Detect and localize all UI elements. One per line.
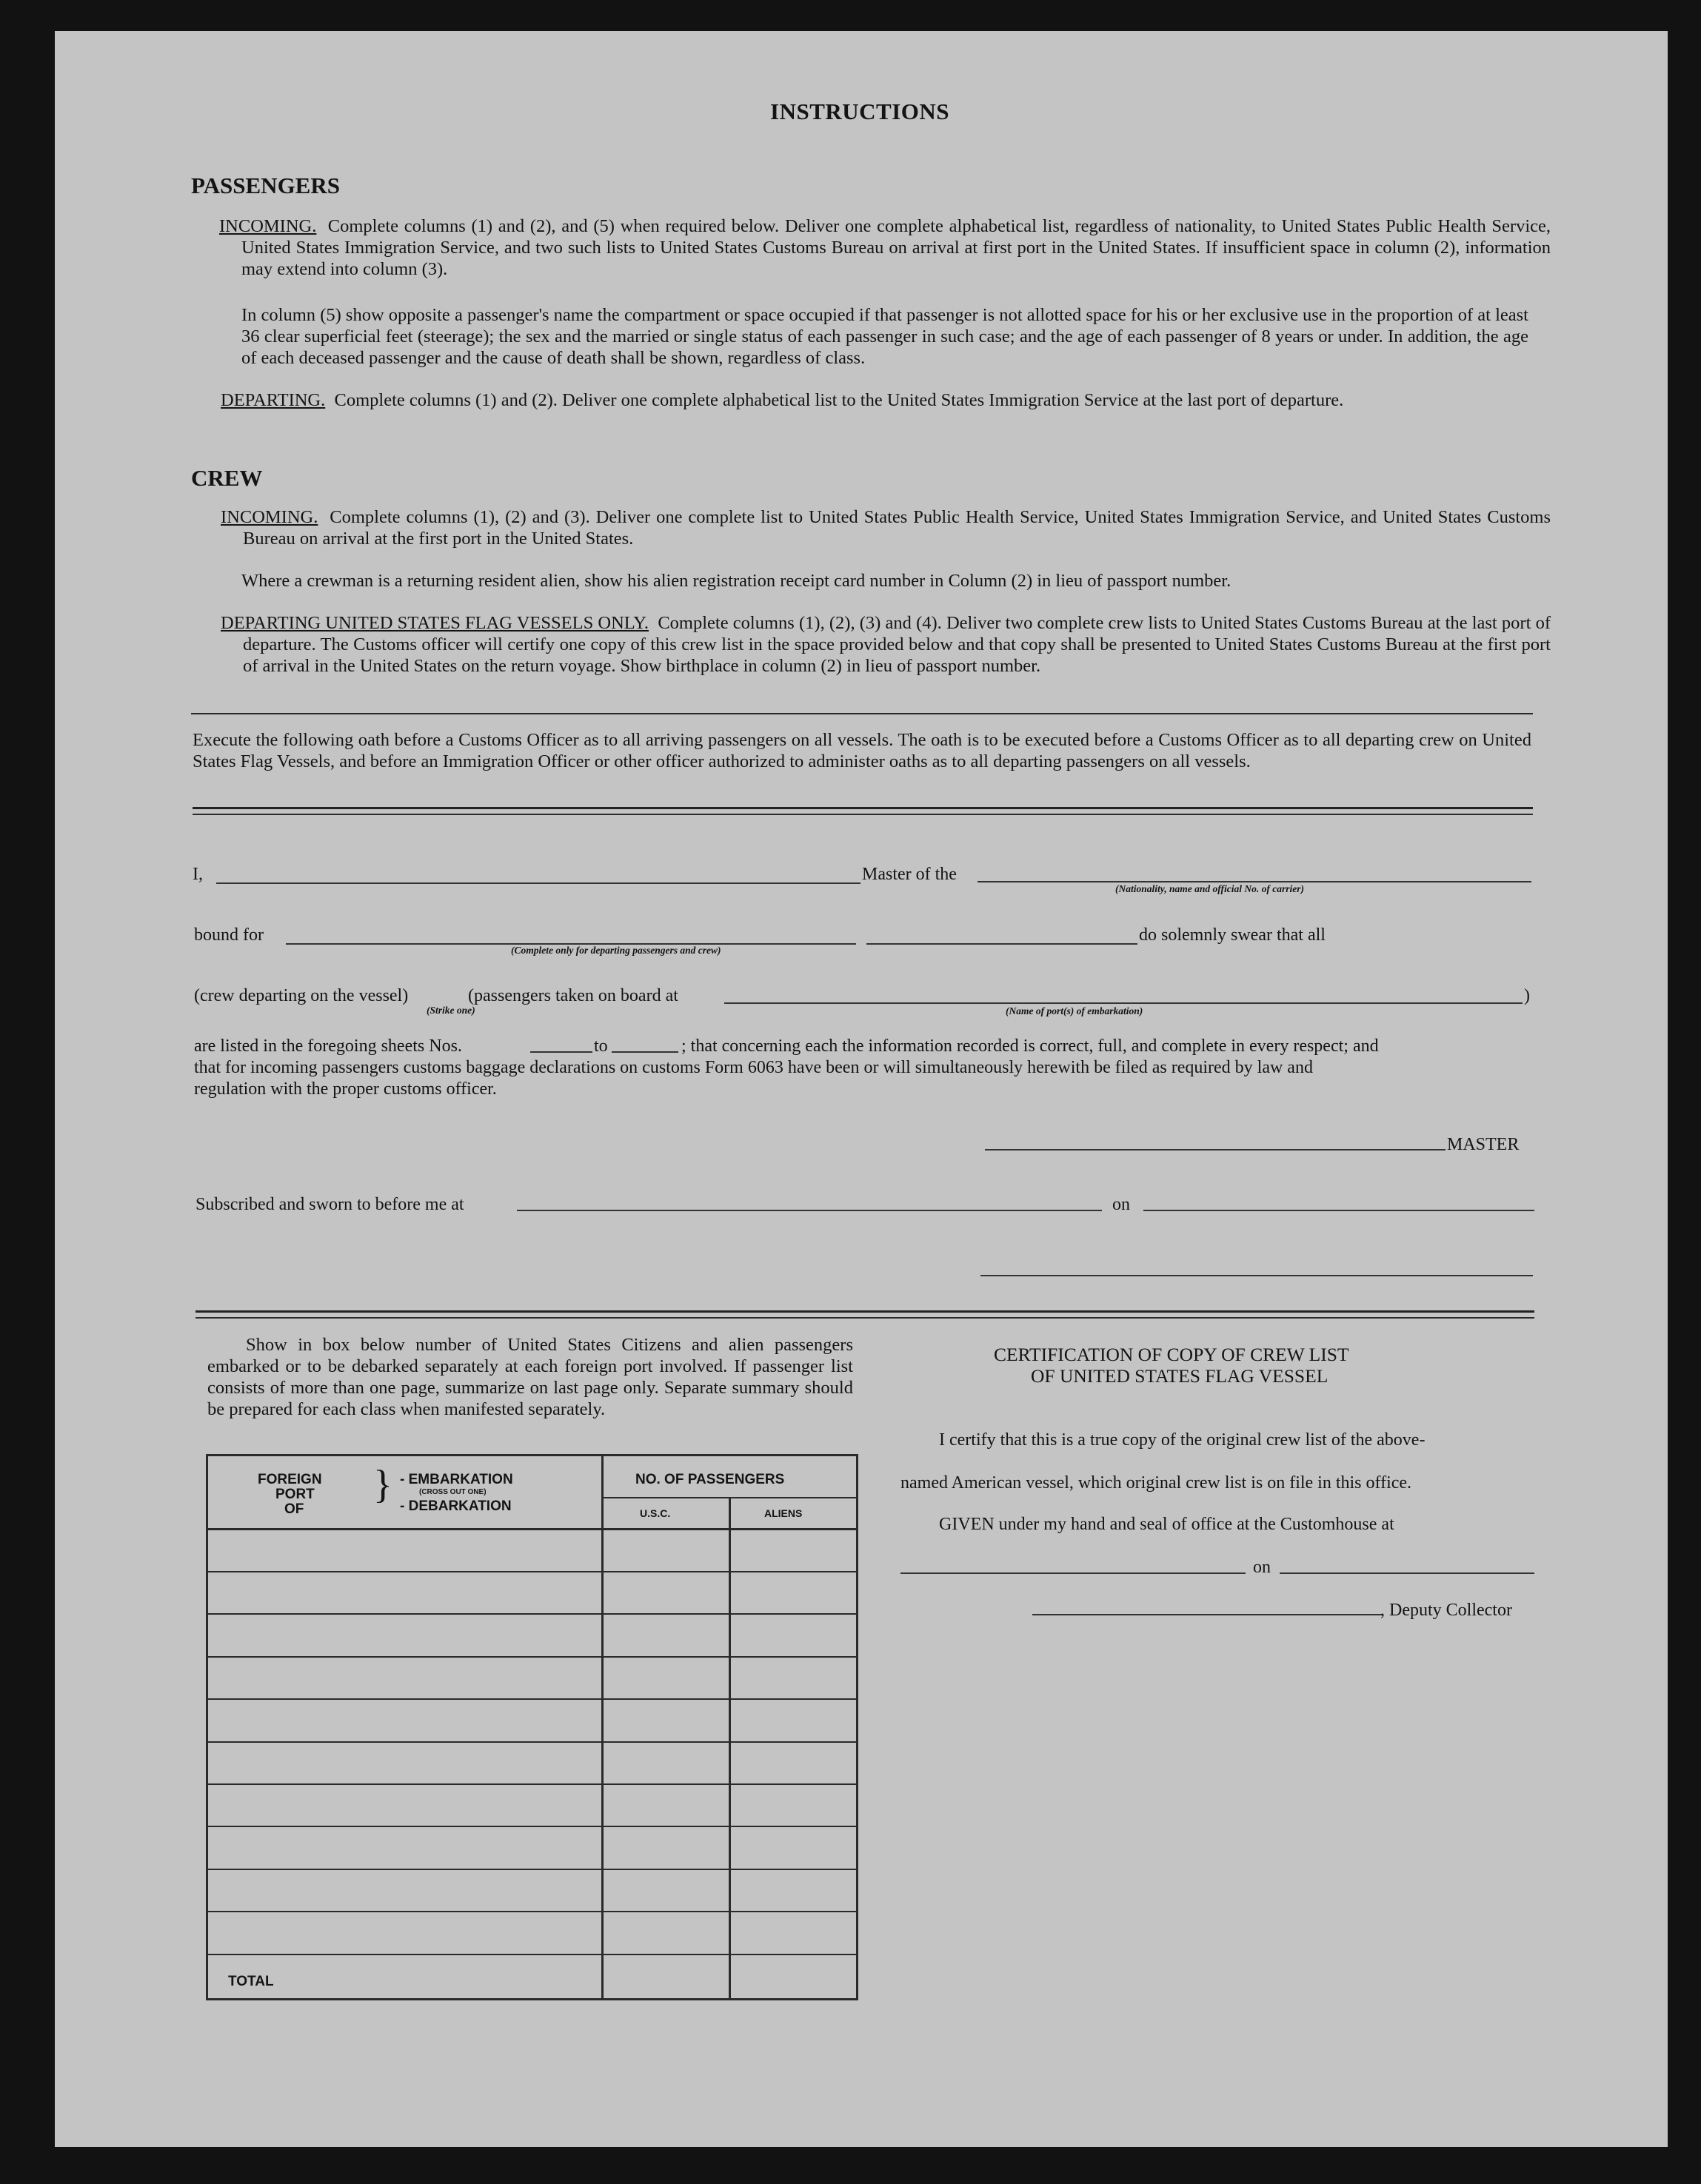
master-label: MASTER [1447,1135,1520,1154]
listed-line2: that for incoming passengers customs baggage declarations on customs Form 6063 have been or will simultaneously herewith be filed as required by law and [194,1058,1313,1077]
passengers-incoming-paragraph [219,215,1551,280]
deputy-collector-label: , Deputy Collector [1380,1601,1512,1620]
bound-for-field-2[interactable] [866,943,1137,945]
customhouse-field[interactable] [900,1572,1246,1574]
passengers-departing-text: Complete columns (1) and (2). Deliver one complete alphabetical list to the United States Immigration Service at the last port of departure. [334,390,1344,410]
brace-icon: } [373,1462,392,1507]
table-row-line [207,1954,856,1955]
master-name-field[interactable] [216,882,860,884]
double-rule-2-top [196,1310,1534,1313]
crew-departing-option[interactable]: (crew departing on the vessel) [194,986,409,1005]
table-row-line [207,1911,856,1912]
listed-pre: are listed in the foregoing sheets Nos. [194,1036,462,1056]
table-row-line [207,1613,856,1615]
divider-line [191,713,1533,714]
crew-departing-lead: DEPARTING UNITED STATES FLAG VESSELS ONLY. [221,613,649,633]
page-title: INSTRUCTIONS [770,98,950,124]
solemnly-swear-label: do solemnly swear that all [1139,925,1326,945]
sworn-on-label: on [1112,1195,1130,1214]
passengers-departing-paragraph [221,389,1551,411]
crew-heading: CREW [191,465,263,491]
strike-caption: (Strike one) [427,1005,475,1016]
crew-alien-paragraph: Where a crewman is a returning resident alien, show his alien registration receipt card number in Column (2) in lieu of passport number. [241,571,1232,591]
sworn-date-field[interactable] [1143,1210,1534,1211]
certification-date-field[interactable] [1280,1572,1534,1574]
certify-line1: I certify that this is a true copy of the original crew list of the above- [939,1430,1426,1450]
sworn-place-field[interactable] [517,1210,868,1211]
total-label: TOTAL [228,1974,274,1989]
deputy-signature-field[interactable] [1032,1614,1382,1615]
double-rule-2-bottom [196,1317,1534,1319]
embarkation-label[interactable]: - EMBARKATION [400,1472,513,1487]
no-passengers-header: NO. OF PASSENGERS [635,1472,785,1487]
master-of-the-label: Master of the [862,865,957,884]
certification-on-label: on [1253,1558,1271,1577]
double-rule-bottom [193,814,1533,815]
debarkation-label[interactable]: - DEBARKATION [400,1498,512,1514]
table-row-line [207,1571,856,1572]
bound-for-label: bound for [194,925,264,945]
close-paren: ) [1524,986,1530,1005]
passengers-incoming-text: Complete columns (1) and (2), and (5) when required below. Deliver one complete alphabetical list, regardless of nationality, to United States Public Health Service, United States Immigration Service, and two such lists to United States Customs Bureau on arrival at first port in the United States. If insufficient space in column (2), information may extend into column (3). [241,216,1551,279]
officer-signature-field[interactable] [980,1275,1533,1276]
aliens-header: ALIENS [764,1507,803,1519]
double-rule-top [193,807,1533,809]
summary-instruction: Show in box below number of United States Citizens and alien passengers embarked or to be debarked separately at each foreign port involved. If passenger list consists of more than one page, summarize on last page only. Separate summary should be prepared for each class when manifested separately. [207,1335,853,1419]
table-row-line [207,1698,856,1700]
passengers-incoming-lead: INCOMING. [219,216,317,236]
nationality-caption: (Nationality, name and official No. of carrier) [1115,883,1304,894]
master-signature-field[interactable] [985,1149,1446,1150]
crew-departing-paragraph [221,612,1551,677]
sworn-place-field-2[interactable] [868,1210,1102,1211]
port-caption: (Name of port(s) of embarkation) [1006,1005,1143,1016]
oath-instruction: Execute the following oath before a Customs Officer as to all arriving passengers on all vessels. The oath is to be executed before a Customs Officer as to all departing crew on United States Flag Vessels, and before an Immigration Officer or other officer authorized to administer oaths as to all departing passengers on all vessels. [193,730,1531,771]
table-row-line [207,1869,856,1870]
cross-out-caption: (CROSS OUT ONE) [419,1488,487,1496]
crew-incoming-text: Complete columns (1), (2) and (3). Deliver one complete list to United States Public Health Service, United States Immigration Service, and United States Customs Bureau on arrival at the first port in the United States. [243,507,1551,549]
sheet-to-field[interactable] [612,1051,678,1053]
sheet-from-field[interactable] [530,1051,592,1053]
certify-line2: named American vessel, which original crew list is on file in this office. [900,1473,1412,1493]
usc-header: U.S.C. [640,1507,671,1519]
port-label: PORT [275,1487,315,1502]
passengers-heading: PASSENGERS [191,172,340,198]
crew-incoming-paragraph [221,506,1551,549]
bound-caption: (Complete only for departing passengers and crew) [511,945,721,956]
table-row-line [207,1741,856,1743]
table-row-line [207,1783,856,1785]
foreign-label: FOREIGN [258,1472,322,1487]
subscribed-label: Subscribed and sworn to before me at [196,1195,464,1214]
embarkation-port-field[interactable] [724,1002,1523,1004]
listed-to: to [594,1036,608,1056]
certification-title-line2: OF UNITED STATES FLAG VESSEL [1031,1365,1329,1387]
listed-post: ; that concerning each the information recorded is correct, full, and complete in every respect; and [681,1036,1379,1056]
passengers-column5-paragraph: In column (5) show opposite a passenger's name the compartment or space occupied if that passenger is not allotted space for his or her exclusive use in the proportion of at least 36 clear superficial feet (steerage); the sex and the married or single status of each passenger in such case; and the age of each passenger of 8 years or under. In addition, the age of each deceased passenger and the cause of death shall be shown, regardless of class. [241,305,1528,368]
passengers-taken-option[interactable]: (passengers taken on board at [468,986,678,1005]
listed-line3: regulation with the proper customs officer. [194,1079,497,1099]
certification-title-line1: CERTIFICATION OF COPY OF CREW LIST [994,1344,1349,1365]
given-line: GIVEN under my hand and seal of office at the Customhouse at [939,1515,1394,1534]
crew-departing-text: Complete columns (1), (2), (3) and (4). Deliver two complete crew lists to United States Customs Bureau at the last port of departure. The Customs officer will certify one copy of this crew list in the space provided below and that copy shall be presented to United States Customs Bureau at the first port of arrival in the United States on the return voyage. Show birthplace in column (2) in lieu of passport number. [243,613,1551,676]
oath-i-label: I, [193,865,203,884]
crew-incoming-lead: INCOMING. [221,507,318,527]
passengers-departing-lead: DEPARTING. [221,390,326,410]
carrier-field[interactable] [978,881,1531,882]
table-row-line [207,1826,856,1827]
table-row-line [207,1656,856,1658]
of-label: OF [284,1501,304,1517]
